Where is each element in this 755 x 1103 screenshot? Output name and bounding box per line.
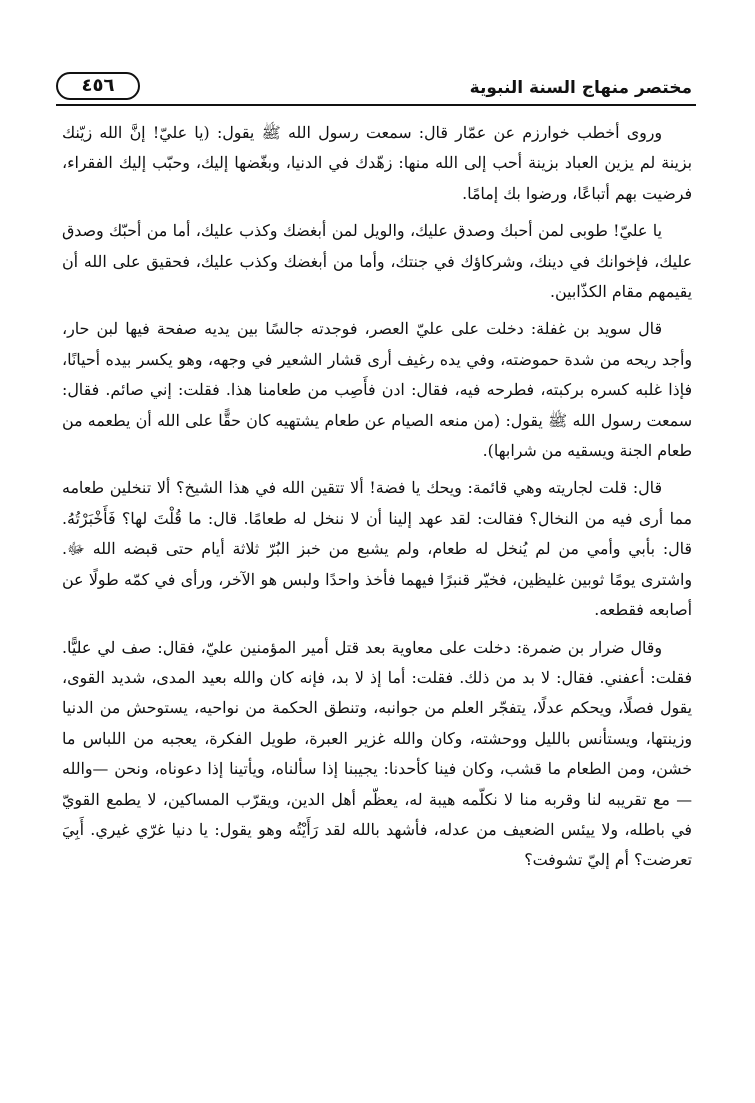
paragraph: وروى أخطب خوارزم عن عمّار قال: سمعت رسول الله ﷺ يقول: (يا عليّ! إنَّ الله زيّنك بزينة لم يزين العباد بزينة أحب إلى الله منها: زهّدك في الدنيا، وبغّضها إليك، وحبّب إليك الفقراء، فرضيت بهم أتباعًا، ورضوا بك إمامًا. <box>62 123 692 203</box>
header-rule <box>56 104 696 106</box>
page-header <box>56 66 696 106</box>
paragraph: يا عليّ! طوبى لمن أحبك وصدق عليك، والويل لمن أبغضك وكذب عليك، أما من أحبّك وصدق عليك، فإخوانك في دينك، وشركاؤك في جنتك، وأما من أبغضك وكذب عليك، فحقيق على الله أن يقيمهم مقام الكذّابين. <box>62 221 692 302</box>
book-title: مختصر منهاج السنة النبوية <box>469 78 692 98</box>
page-body <box>62 118 692 1078</box>
paragraph: قال سويد بن غفلة: دخلت على عليّ العصر، فوجدته جالسًا بين يديه صفحة فيها لبن حار، وأجد ريحه من شدة حموضته، وفي يده رغيف أرى قشار الشعير في وجهه، وهو يكسر بيده أحيانًا، فإذا غلبه كسره بركبته، فطرحه فيه، فقال: ادن فأَصِب من طعامنا هذا. فقلت: إني صائم. فقال: سمعت رسول الله ﷺ يقول: (من منعه الصيام عن طعام يشتهيه كان حقًّا على الله أن يطعمه من طعام الجنة ويسقيه من شرابها). <box>62 319 692 461</box>
paragraph: وقال ضرار بن ضمرة: دخلت على معاوية بعد قتل أمير المؤمنين عليّ، فقال: صف لي عليًّا. فقلت: أعفني. فقال: لا بد من ذلك. فقلت: أما إذ لا بد، فإنه كان والله بعيد المدى، شديد القوى، يقول فصلًا، ويحكم عدلًا، يتفجّر العلم من جوانبه، وتنطق الحكمة من نواحيه، يستوحش من الدنيا وزينتها، ويستأنس بالليل ووحشته، وكان والله غزير العبرة، طويل الفكرة، يعجبه من اللباس ما خشن، ومن الطعام ما قشب، وكان فينا كأحدنا: يجيبنا إذا سألناه، ويأتينا إذا دعوناه، ونحن —والله— مع تقريبه لنا وقربه منا لا نكلّمه هيبة له، يعظّم أهل الدين، ويقرّب المساكين، لا يطمع القويّ في باطله، ولا ييئس الضعيف من عدله، فأشهد بالله لقد رَأَيْتُه وهو يقول: يا دنيا غرّي غيري. أَبِيَ تعرضت؟ أم إليّ تشوفت؟ <box>62 637 692 870</box>
page-number: ٤٥٦ <box>56 72 140 100</box>
paragraph: قال: قلت لجاريته وهي قائمة: ويحك يا فضة! ألا تتقين الله في هذا الشيخ؟ ألا تنخلين طعامه مما أرى فيه من النخال؟ فقالت: لقد عهد إلينا أن لا ننخل له طعامًا. قال: ما قُلْتَ لها؟ فَأَخْبَرْتُهُ. قال: بأبي وأمي من لم يُنخل له طعام، ولم يشبع من خبز البُرّ ثلاثة أيام حتى قبضه الله ﷻ. واشترى يومًا ثوبين غليظين، فخيّر قنبرًا فيهما فأخذ واحدًا ولبس هو الآخر، ورأى في كمّه طولًا عن أصابعه فقطعه. <box>62 478 692 620</box>
